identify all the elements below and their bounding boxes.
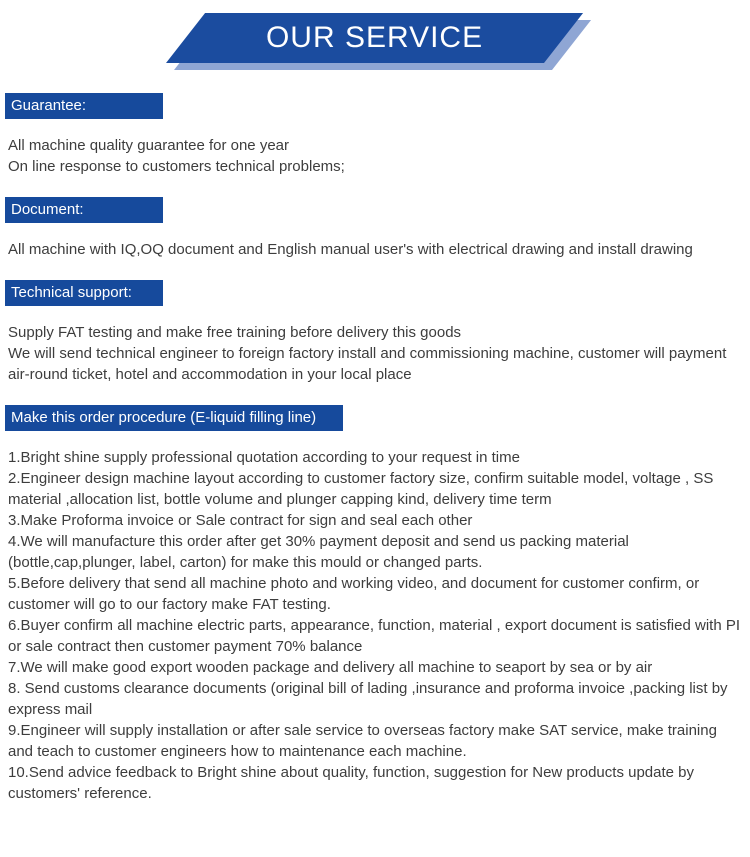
text-line: All machine quality guarantee for one year: [8, 137, 290, 154]
procedure-item: 8. Send customs clearance documents (original bill of lading ,insurance and proforma invoice ,packing list by express mail: [8, 680, 728, 718]
procedure-item: 5.Before delivery that send all machine photo and working video, and document for customer confirm, or customer will go to our factory make FAT testing.: [8, 575, 700, 613]
text-line: We will send technical engineer to foreign factory install and commissioning machine, customer will payment air-round ticket, hotel and accommodation in your local place: [8, 345, 727, 383]
procedure-item: 7.We will make good export wooden package and delivery all machine to seaport by sea or by air: [8, 659, 653, 676]
section-body-technical-support: [0, 322, 750, 385]
text-line: Supply FAT testing and make free training before delivery this goods: [8, 324, 462, 341]
procedure-item: 6.Buyer confirm all machine electric parts, appearance, function, material , export document is satisfied with PI or sale contract then customer payment 70% balance: [8, 617, 741, 655]
our-service-banner: [0, 0, 750, 93]
section-guarantee: [0, 93, 750, 177]
text-line: All machine with IQ,OQ document and English manual user's with electrical drawing and install drawing: [8, 241, 693, 258]
procedure-item: 10.Send advice feedback to Bright shine about quality, function, suggestion for New products update by customers' reference.: [8, 764, 694, 802]
procedure-item: 2.Engineer design machine layout according to customer factory size, confirm suitable model, voltage , SS material ,allocation list, bottle volume and plunger capping kind, delivery time term: [8, 470, 714, 508]
procedure-item: 4.We will manufacture this order after get 30% payment deposit and send us packing material (bottle,cap,plunger, label, carton) for make this mould or changed parts.: [8, 533, 629, 571]
section-document: [0, 197, 750, 260]
procedure-item: 3.Make Proforma invoice or Sale contract for sign and seal each other: [8, 512, 473, 529]
section-body-order-procedure: [0, 447, 750, 804]
section-heading-technical-support: Technical support:: [5, 280, 163, 306]
section-technical-support: [0, 280, 750, 385]
section-heading-document: Document:: [5, 197, 163, 223]
text-line: On line response to customers technical problems;: [8, 158, 345, 175]
section-order-procedure: [0, 405, 750, 804]
section-heading-order-procedure: Make this order procedure (E-liquid filling line): [5, 405, 343, 431]
procedure-item: 1.Bright shine supply professional quotation according to your request in time: [8, 449, 520, 466]
section-heading-guarantee: Guarantee:: [5, 93, 163, 119]
banner-plate: [166, 13, 583, 63]
section-body-document: [0, 239, 750, 260]
procedure-item: 9.Engineer will supply installation or after sale service to overseas factory make SAT service, make training and teach to customer engineers how to maintenance each machine.: [8, 722, 717, 760]
banner-title: OUR SERVICE: [265, 21, 484, 54]
section-body-guarantee: [0, 135, 750, 177]
